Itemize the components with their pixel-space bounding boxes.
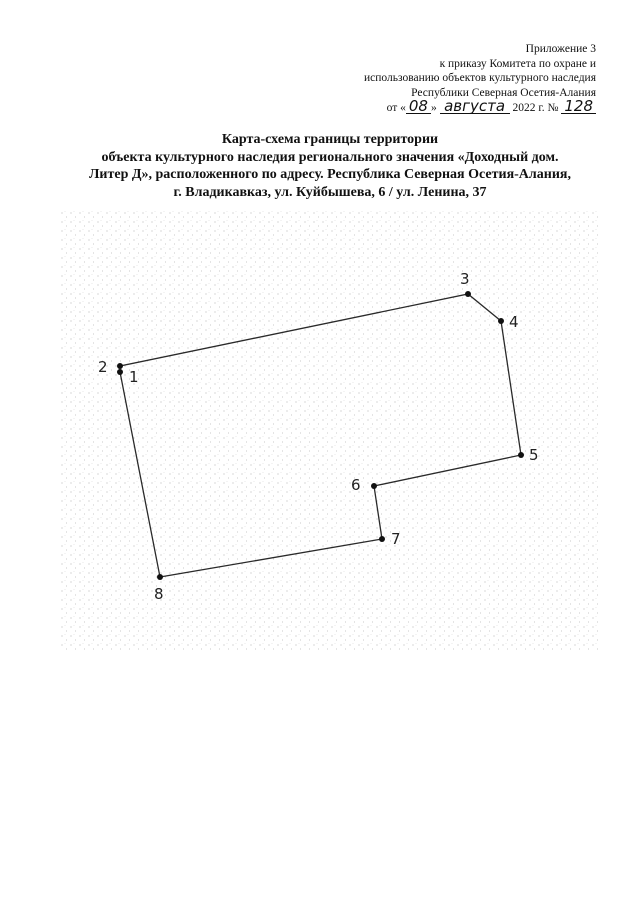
map-canvas <box>60 210 600 650</box>
boundary-point-3 <box>465 291 471 297</box>
appendix-committee: использованию объектов культурного наследия <box>363 72 596 85</box>
point-label-1: 1 <box>129 368 139 386</box>
handwritten-month: августа <box>440 100 510 114</box>
boundary-point-4 <box>498 318 504 324</box>
point-label-2: 2 <box>98 358 108 376</box>
date-day-suffix: » <box>430 102 437 115</box>
date-prefix: от « <box>386 102 406 115</box>
boundary-point-1 <box>117 369 123 375</box>
boundary-point-6 <box>371 483 377 489</box>
appendix-header <box>296 42 596 116</box>
point-label-6: 6 <box>351 476 361 494</box>
appendix-republic: Республики Северная Осетия-Алания <box>411 86 596 99</box>
title-line-2: объекта культурного наследия регионального значения «Доходный дом. <box>101 149 559 165</box>
title-line-1: Карта-схема границы территории <box>221 132 439 147</box>
point-label-3: 3 <box>460 270 470 288</box>
handwritten-order-number: 128 <box>561 100 596 114</box>
title-line-3: Литер Д», расположенного по адресу. Республика Северная Осетия-Алания, <box>89 167 571 182</box>
handwritten-day: 08 <box>406 100 431 114</box>
point-label-8: 8 <box>154 585 164 603</box>
point-label-7: 7 <box>391 530 401 548</box>
appendix-number: Приложение 3 <box>525 43 596 55</box>
point-label-5: 5 <box>529 446 539 464</box>
point-label-4: 4 <box>509 313 519 331</box>
appendix-date-line <box>296 97 596 116</box>
title-line-4: г. Владикавказ, ул. Куйбышева, 6 / ул. Ленина, 37 <box>173 184 487 200</box>
boundary-point-7 <box>379 536 385 542</box>
boundary-point-8 <box>157 574 163 580</box>
territory-map <box>60 210 600 650</box>
boundary-point-5 <box>518 452 524 458</box>
boundary-point-2 <box>117 363 123 369</box>
date-year: 2022 г. № <box>512 102 559 115</box>
document-title <box>60 131 600 201</box>
appendix-order-ref: к приказу Комитета по охране и <box>439 57 596 70</box>
map-background <box>60 210 600 650</box>
